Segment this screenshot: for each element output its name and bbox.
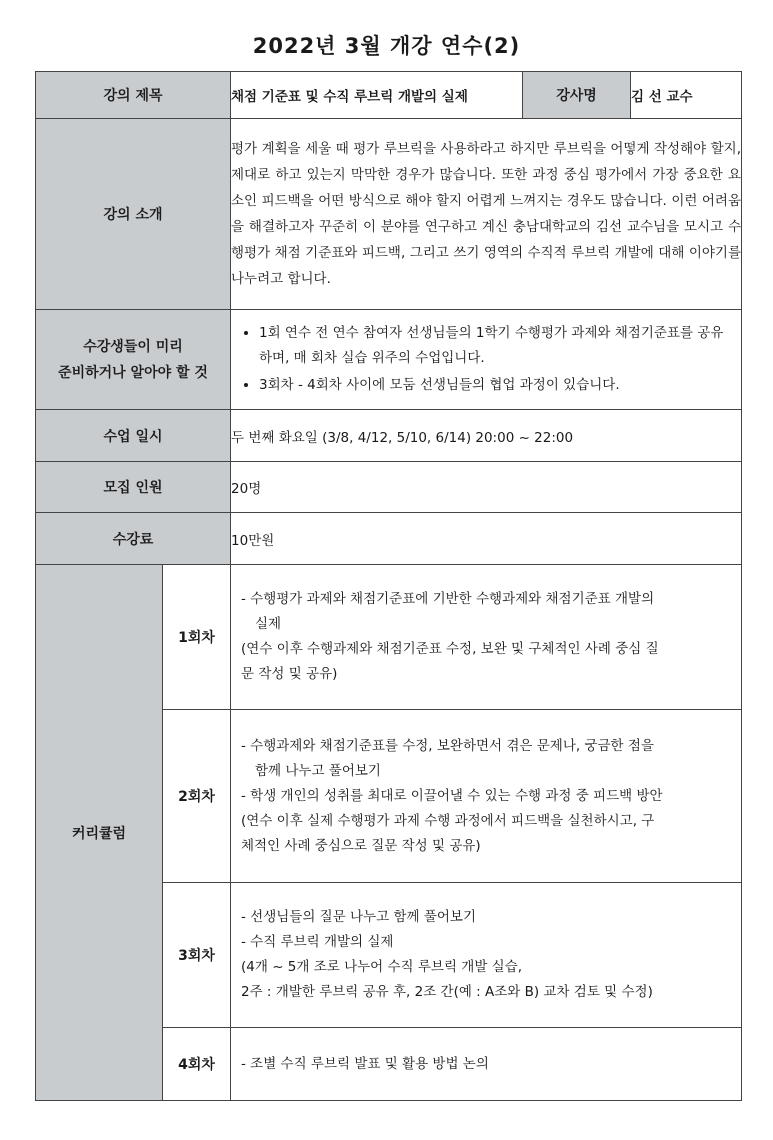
session-name: 1회차 [163,565,231,710]
fee-row [36,513,742,565]
schedule-row [36,410,742,462]
curriculum-session-row [36,565,742,710]
session-line: (연수 이후 실제 수행평가 과제 수행 과정에서 피드백을 실천하시고, 구 [241,812,655,829]
instructor-value: 김 선 교수 [631,72,742,119]
fee-label: 수강료 [36,513,231,565]
session-line: - 학생 개인의 성취를 최대로 이끌어낼 수 있는 수행 과정 중 피드백 방안 [241,787,663,804]
session-line: 실제 [255,616,282,632]
session-line: (연수 이후 수행과제와 채점기준표 수정, 보완 및 구체적인 사례 중심 질 [241,641,659,657]
session-name: 3회차 [163,883,231,1028]
page-title: 2022년 3월 개강 연수(2) [252,34,521,58]
course-title-row [36,72,742,119]
instructor-label: 강사명 [523,72,631,119]
schedule-label: 수업 일시 [36,410,231,462]
preparation-item: • 1회 연수 전 연수 참여자 선생님들의 1학기 수행평가 과제와 채점기준표를 공유하며, 매 회차 실습 위주의 수업입니다. [259,321,731,371]
session-line: - 수행과제와 채점기준표를 수정, 보완하면서 겪은 문제나, 궁금한 점을 [241,737,654,754]
curriculum-label: 커리큘럼 [36,565,163,1101]
session-line: - 조별 수직 루브릭 발표 및 활용 방법 논의 [241,1055,489,1072]
session-content [231,565,742,710]
course-title-value: 채점 기준표 및 수직 루브릭 개발의 실제 [231,72,523,119]
fee-value: 10만원 [231,513,742,565]
session-line: - 수행평가 과제와 채점기준표에 기반한 수행과제와 채점기준표 개발의 [241,591,655,607]
preparation-row [36,310,742,410]
course-intro-text: 평가 계획을 세울 때 평가 루브릭을 사용하라고 하지만 루브릭을 어떻게 작성해야 할지, 제대로 하고 있는지 막막한 경우가 많습니다. 또한 과정 중심 평가에서 가장 중요한 요소인 피드백을 어떤 방식으로 해야 할지 어렵게 느껴지는 경우도 많습니다. 이런 어려움을 해결하고자 꾸준히 이 분야를 연구하고 계신 충남대학교의 김선 교수님을 모시고 수행평가 채점 기준표와 피드백, 그리고 쓰기 영역의 수직적 루브릭 개발에 대해 이야기를 나누려고 합니다. [231,119,742,310]
preparation-label [36,310,231,410]
course-intro-label: 강의 소개 [36,119,231,310]
session-line: 문 작성 및 공유) [241,666,338,682]
course-info-table [35,71,742,1101]
course-title-label: 강의 제목 [36,72,231,119]
course-intro-row [36,119,742,310]
session-content [231,883,742,1028]
preparation-label-line2: 준비하거나 알아야 할 것 [58,364,208,381]
recruit-label: 모집 인원 [36,462,231,513]
session-content [231,710,742,883]
recruit-value: 20명 [231,462,742,513]
session-line: - 선생님들의 질문 나누고 함께 풀어보기 [241,909,476,925]
recruit-row [36,462,742,513]
session-content [231,1028,742,1101]
preparation-item: • 3회차 - 4회차 사이에 모둠 선생님들의 협업 과정이 있습니다. [259,373,731,398]
preparation-list-cell [231,310,742,410]
preparation-list [231,321,741,398]
session-line: (4개 ~ 5개 조로 나누어 수직 루브릭 개발 실습, [241,959,523,975]
session-line: 2주 : 개발한 루브릭 공유 후, 2조 간(예 : A조와 B) 교차 검토 및 수정) [241,984,653,1000]
session-name: 2회차 [163,710,231,883]
schedule-value: 두 번째 화요일 (3/8, 4/12, 5/10, 6/14) 20:00 ~ 22:00 [231,410,742,462]
session-line: - 수직 루브릭 개발의 실제 [241,934,394,950]
preparation-label-line1: 수강생들이 미리 [83,338,183,355]
session-line: 체적인 사례 중심으로 질문 작성 및 공유) [241,837,481,854]
session-name: 4회차 [163,1028,231,1101]
session-line: 함께 나누고 풀어보기 [255,762,381,779]
